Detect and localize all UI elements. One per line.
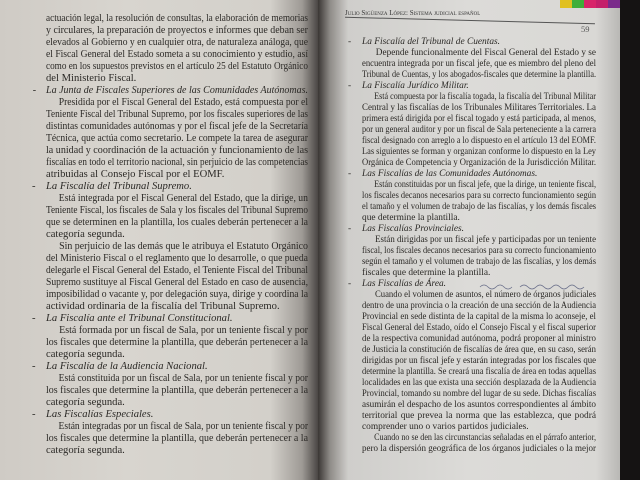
text-line: Depende funcionalmente del Fiscal General del Estado y se: [375, 48, 596, 58]
text-line: categoría segunda.: [46, 229, 125, 240]
left-page-text: [46, 13, 308, 457]
text-line: Cuando no se den las circunstancias señaladas en el párrafo anterior,: [374, 433, 597, 443]
section-heading: - La Fiscalía del Tribunal Supremo.: [46, 181, 308, 193]
page-number: 59: [581, 24, 590, 34]
text-line: Está integrada por el Fiscal General del Estado, que la dirige, un: [58, 193, 308, 204]
text-line: Provincial en sede distinta de la capital de la misma lo aconseje, el: [362, 312, 597, 322]
text-line: categoría segunda.: [46, 397, 125, 408]
text-line: actuación legal, la resolución de consultas, la elaboración de memorias: [46, 13, 308, 24]
section-heading: - La Junta de Fiscales Superiores de las Comunidades Autónomas.: [46, 85, 308, 97]
text-line: Teniente Fiscal, los fiscales de Sala y los fiscales del Tribunal Supremo: [46, 205, 309, 216]
running-header: Julio Sigüenza López: Sistema judicial español: [345, 9, 481, 17]
text-line: fiscales que determine la plantilla.: [362, 268, 491, 278]
text-line: categoría segunda.: [46, 445, 125, 456]
text-line: fiscal, los fiscales decanos necesarios para su correcto funcionamiento: [362, 246, 597, 256]
text-line: fiscalías en todo el territorio nacional, sin perjuicio de las competencias: [46, 157, 308, 168]
text-line: dentro de una provincia o la creación de una sección de la Audiencia: [362, 301, 596, 311]
text-line: la unidad y coordinación de la actuación y funcionamiento de las: [46, 145, 308, 156]
text-line: como en los supuestos previstos en el artículo 25 del Estatuto Orgánico: [46, 61, 308, 72]
text-line: Técnica, que actúa como secretario. Le compete la tarea de asegurar: [46, 133, 309, 144]
section-heading: - La Fiscalía de la Audiencia Nacional.: [46, 361, 308, 373]
text-line: los fiscales que determine la plantilla, que deberán pertenecer a la: [46, 385, 309, 396]
text-line: Están dirigidas por un fiscal jefe y participadas por un teniente: [375, 235, 596, 245]
section-heading: - Las Fiscalías de las Comunidades Autónomas.: [362, 169, 596, 180]
text-line: según el tamaño y el volumen de trabajo de las fiscalías, y los demás: [362, 257, 597, 267]
text-line: actividad ordinaria de la fiscalía del Tribunal Supremo.: [46, 301, 280, 312]
text-line: Está constituida por un fiscal de Sala, por un teniente fiscal y por: [58, 373, 308, 384]
text-line: categoría segunda.: [46, 349, 125, 360]
page-marker-tab: [608, 0, 620, 8]
text-line: que determine la plantilla.: [362, 213, 460, 223]
text-line: Supremo sustituye al Fiscal General del Estado en caso de ausencia,: [46, 277, 309, 288]
page-marker-tab: [560, 0, 572, 8]
text-line: territorial que prevea la norma que las establezca, que podrá: [362, 411, 596, 421]
text-line: localidades en las que exista una sección desplazada de la Audiencia: [362, 378, 597, 388]
text-line: Cuando el volumen de asuntos, el número de órganos judiciales: [374, 290, 597, 300]
text-line: Presidida por el Fiscal General del Estado, está compuesta por el: [58, 97, 309, 108]
text-line: los fiscales que determine la plantilla, que deberán pertenecer a la: [46, 433, 309, 444]
text-line: Central y las fiscalías de los Tribunales Militares Territoriales. La: [362, 103, 596, 113]
text-line: Está compuesta por la fiscalía togada, la fiscalía del Tribunal Militar: [374, 92, 596, 102]
page-marker-tabs: [560, 0, 620, 8]
section-heading: - Las Fiscalías Provinciales.: [362, 224, 596, 235]
text-line: dirigidas por un fiscal jefe y estarán integradas por los fiscales que: [362, 356, 597, 366]
page-marker-tab: [596, 0, 608, 8]
page-marker-tab: [584, 0, 596, 8]
text-line: imposibilidad o vacante y, por delegación suya, dirige y coordina la: [46, 289, 309, 300]
text-line: el tamaño y el volumen de trabajo de las fiscalías, y los demás fiscales: [362, 202, 596, 212]
text-line: Provincial, tomando su nombre del lugar de su sede. Dichas fiscalías: [362, 389, 597, 399]
text-line: Orgánica de Competencia y Organización de la Jurisdicción Militar.: [362, 158, 597, 168]
text-line: del Ministerio Fiscal.: [46, 73, 137, 84]
text-line: comprender uno o varios partidos judiciales.: [362, 422, 529, 432]
text-line: Tribunal de Cuentas, y los abogados-fiscales que determine la plantilla.: [362, 70, 597, 80]
text-line: que se determinen en la plantilla, los cuales deberán pertenecer a la: [46, 217, 308, 228]
text-line: Teniente Fiscal del Tribunal Supremo, por los fiscales superiores de las: [46, 109, 308, 120]
text-line: de la respectiva comunidad autónoma, podrá proponer al ministro: [362, 334, 596, 344]
text-line: Las siguientes se forman y organizan conforme lo dispuesto en la Ley: [362, 147, 596, 157]
text-line: fiscal designado con arreglo a lo dispuesto en el artículo 13 del EOMF.: [362, 136, 596, 146]
text-line: del Ministerio Fiscal o el reglamento que lo desarrolle, o que pueda: [46, 253, 308, 264]
text-line: atribuidas al Consejo Fiscal por el EOMF.: [46, 169, 225, 180]
text-line: pero la dispersión geográfica de los órganos judiciales o la mejor: [362, 444, 596, 454]
section-heading: - La Fiscalía ante el Tribunal Constitucional.: [46, 313, 308, 325]
text-line: los fiscales que determine la plantilla, que deberán pertenecer a la: [46, 337, 309, 348]
section-heading: - La Fiscalía Jurídico Militar.: [362, 81, 596, 92]
text-line: Sin perjuicio de las demás que le atribuya el Estatuto Orgánico: [59, 241, 309, 252]
text-line: Están integradas por un fiscal de Sala, por un teniente fiscal y por: [58, 421, 309, 432]
book-edge: [620, 0, 640, 480]
text-line: Están constituidas por un fiscal jefe, que la dirige, un teniente fiscal,: [374, 180, 596, 190]
text-line: encuentra integrada por un fiscal jefe, que es miembro del pleno del: [362, 59, 596, 69]
text-line: Está formada por un fiscal de Sala, por un teniente fiscal y por: [59, 325, 309, 336]
section-heading: - La Fiscalía del Tribunal de Cuentas.: [362, 37, 596, 48]
text-line: asumirán el despacho de los asuntos correspondientes al ámbito: [362, 400, 597, 410]
text-line: elevados al Gobierno y en cualquier otra, de naturaleza análoga, que: [46, 37, 308, 48]
text-line: de Justicia la constitución de fiscalías de área que, en su caso, serán: [362, 345, 596, 355]
text-line: distintas comunidades autónomas y por el fiscal jefe de la Secretaría: [46, 121, 308, 132]
section-heading: - Las Fiscalías Especiales.: [46, 409, 308, 421]
text-line: determine la plantilla. Se creará una fiscalía de área en todas aquellas: [362, 367, 597, 377]
page-marker-tab: [572, 0, 584, 8]
text-line: primera está dirigida por el fiscal togado y está participada, al menos,: [362, 114, 596, 124]
text-line: el Fiscal General del Estado someta a su conocimiento y estudio, así: [46, 49, 308, 60]
text-line: Fiscal General del Estado, oído el Consejo Fiscal y el fiscal superior: [362, 323, 597, 333]
text-line: por un general auditor y por un fiscal de Sala perteneciente a la carrera: [362, 125, 596, 135]
text-line: delegarle el Fiscal General del Estado, el Teniente Fiscal del Tribunal: [46, 265, 308, 276]
section-heading: - Las Fiscalías de Área.: [362, 279, 596, 290]
text-line: y circulares, la preparación de proyectos e informes que deban ser: [46, 25, 308, 36]
right-page-text: [362, 37, 596, 455]
text-line: los fiscales decanos necesarios para su correcto funcionamiento según: [362, 191, 597, 201]
